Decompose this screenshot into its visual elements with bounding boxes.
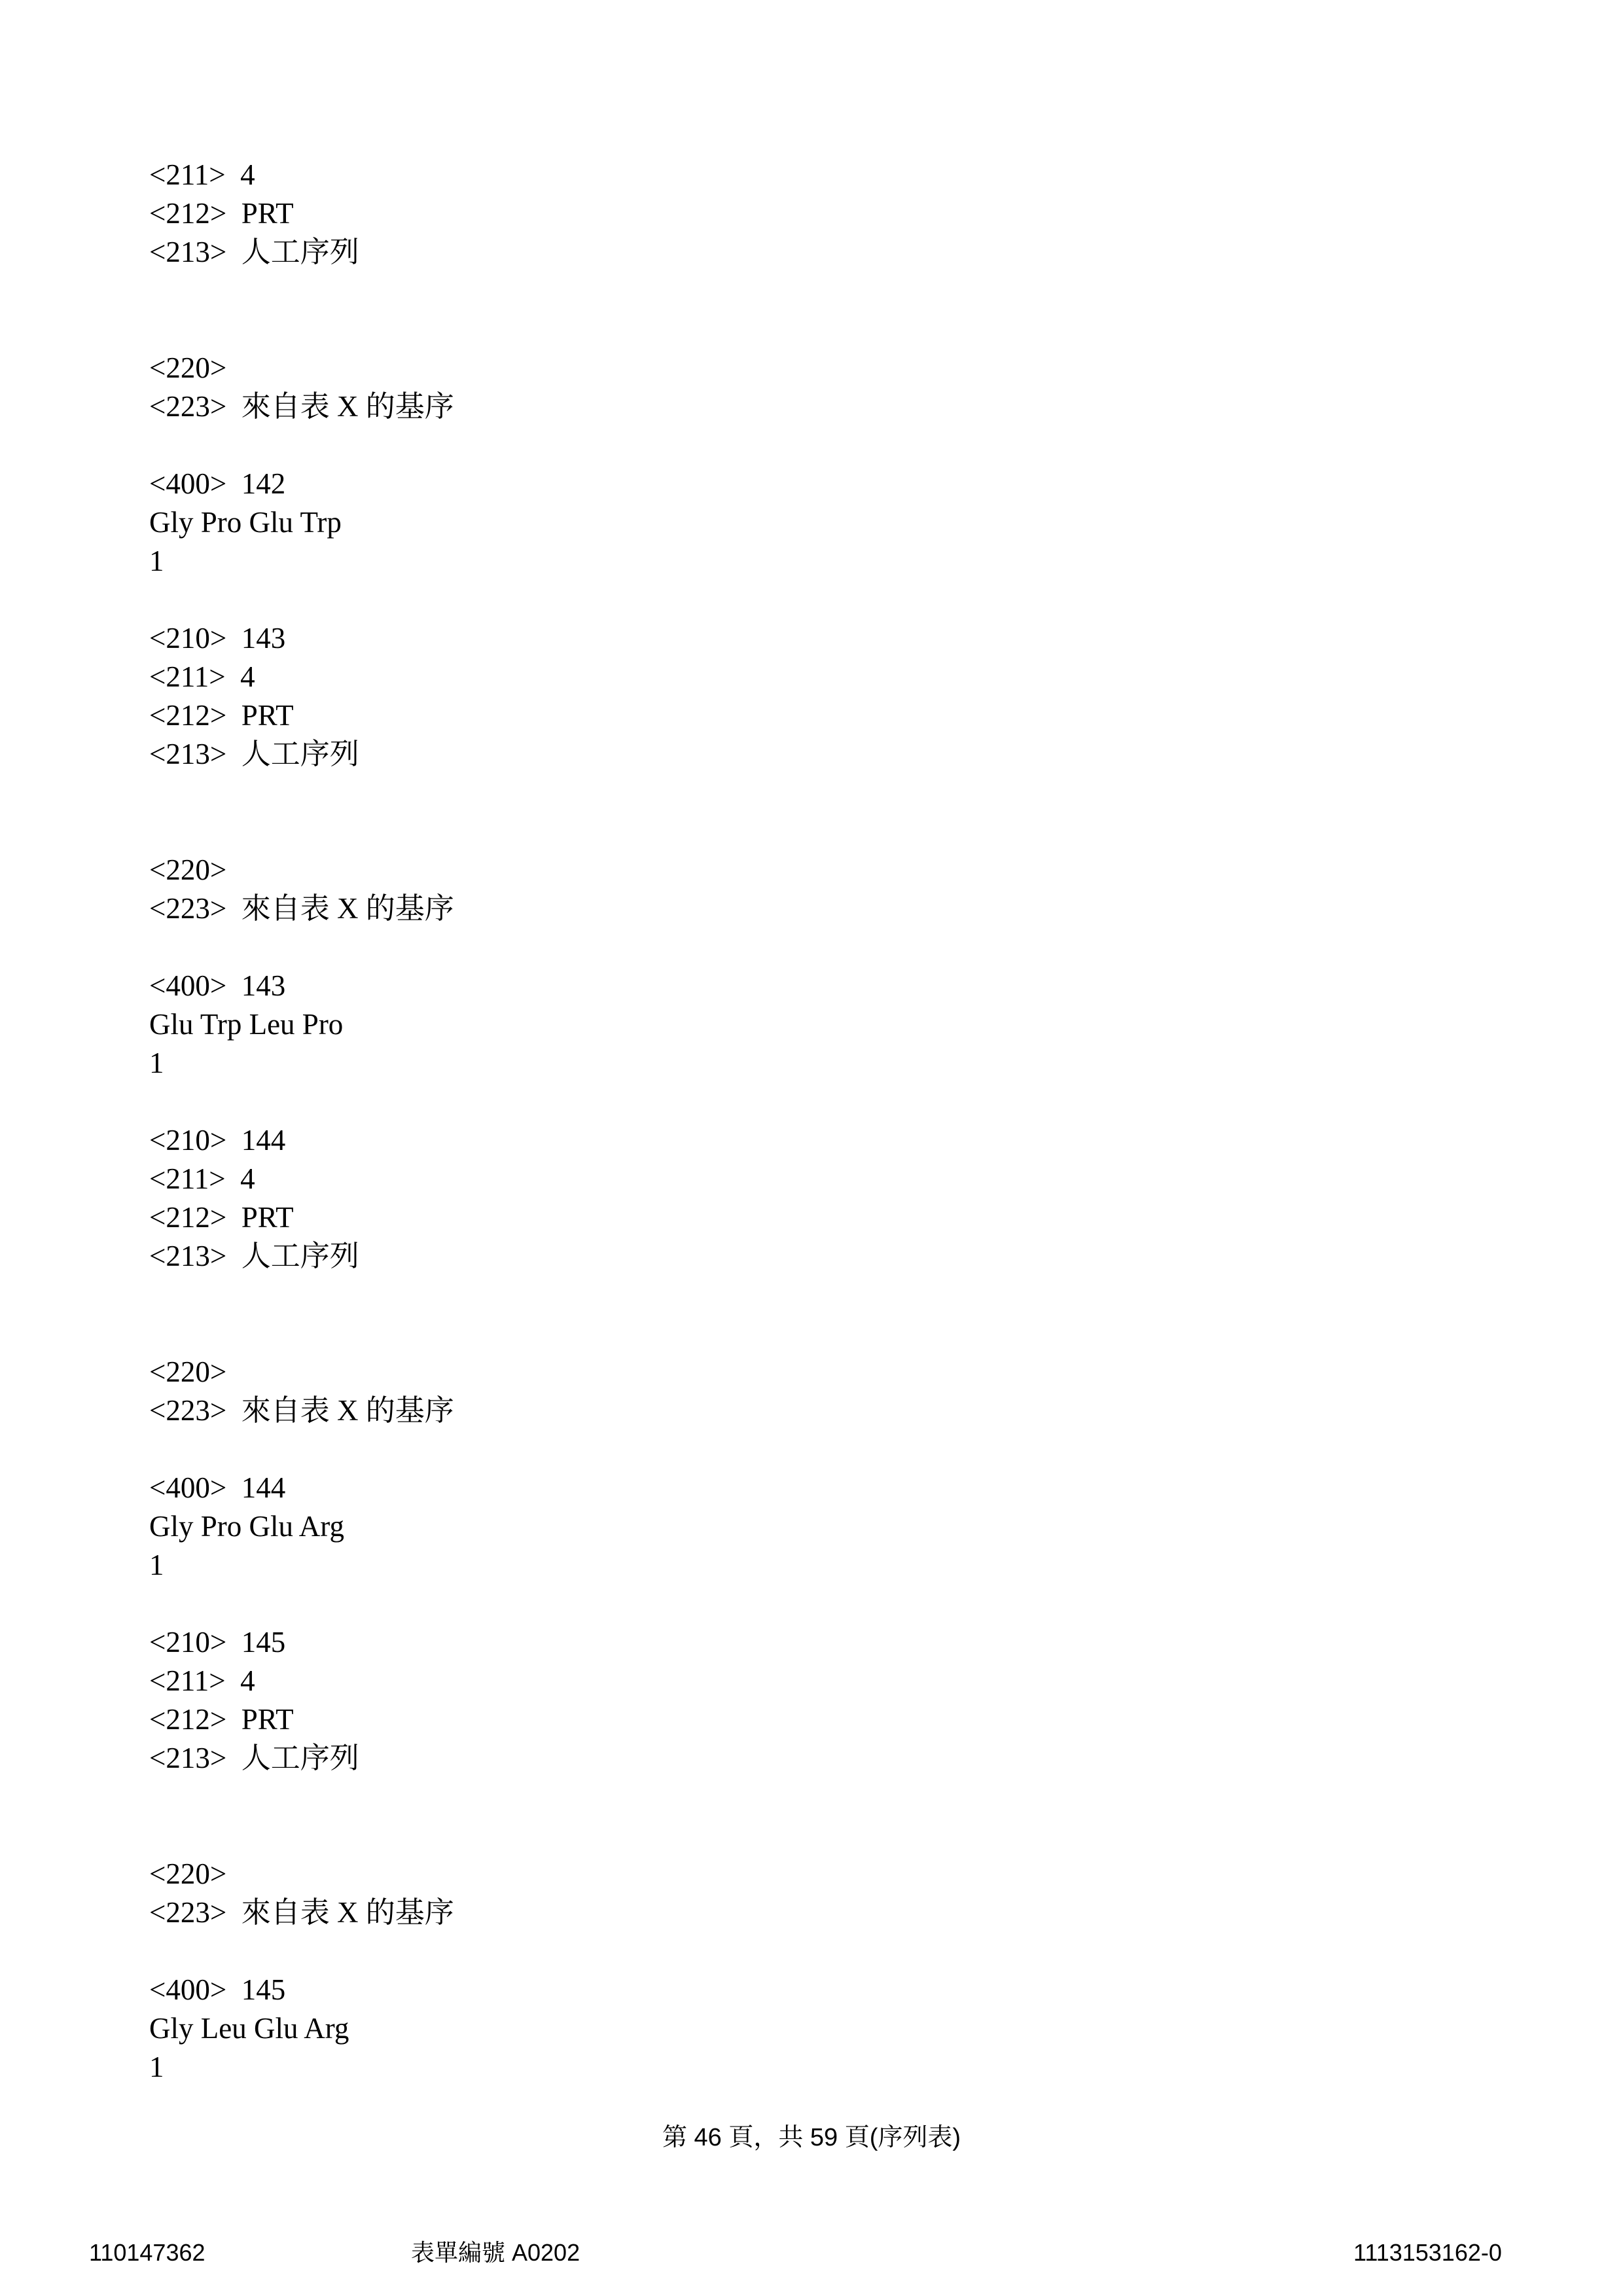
sequence-line [149,928,454,967]
footer-right-number: 1113153162-0 [1353,2239,1502,2266]
sequence-line [149,1932,454,1971]
sequence-line: <400> 143 [149,969,286,1002]
sequence-line: Gly Pro Glu Arg [149,1510,344,1543]
sequence-line [149,426,454,465]
sequence-line [149,1083,454,1121]
sequence-line [149,812,454,851]
sequence-line [149,774,454,812]
sequence-line [149,1816,454,1855]
sequence-line: <220> [149,853,227,886]
sequence-line: 1 [149,1549,164,1581]
page-number-note: 第 46 頁，共 59 頁(序列表) [662,2124,961,2151]
sequence-line: <210> 144 [149,1124,286,1157]
sequence-line: <212> PRT [149,197,294,230]
sequence-line: <223> 來自表 X 的基序 [149,1896,454,1929]
sequence-line: <220> [149,1355,227,1388]
form-number-label: 表單編號 A0202 [411,2239,580,2266]
sequence-line [149,272,454,310]
sequence-line: <220> [149,351,227,384]
sequence-line: <210> 145 [149,1626,286,1659]
sequence-line: <211> 4 [149,1162,255,1195]
sequence-line: 1 [149,1047,164,1079]
sequence-line: 1 [149,2051,164,2083]
sequence-listing-body [149,156,454,2087]
sequence-line: <400> 144 [149,1471,286,1504]
sequence-line [149,1314,454,1353]
sequence-line: <400> 145 [149,1973,286,2006]
sequence-line [149,1585,454,1623]
sequence-line [149,1430,454,1469]
sequence-line: <211> 4 [149,660,255,693]
sequence-line: <400> 142 [149,467,286,500]
sequence-line: Glu Trp Leu Pro [149,1008,344,1041]
sequence-line: <223> 來自表 X 的基序 [149,1394,454,1427]
sequence-line [149,310,454,349]
sequence-line: <220> [149,1857,227,1890]
sequence-line: <223> 來自表 X 的基序 [149,892,454,925]
sequence-line: <212> PRT [149,699,294,732]
sequence-line: <212> PRT [149,1201,294,1234]
sequence-line: <213> 人工序列 [149,1742,359,1774]
sequence-line: <211> 4 [149,1664,255,1697]
sequence-line: <211> 4 [149,158,255,191]
sequence-line: 1 [149,545,164,577]
footer-left-number: 110147362 [89,2239,205,2266]
sequence-line: <213> 人工序列 [149,236,359,268]
sequence-line: Gly Leu Glu Arg [149,2012,349,2045]
sequence-line [149,1276,454,1314]
sequence-line: <212> PRT [149,1703,294,1736]
sequence-line: <210> 143 [149,622,286,655]
sequence-line [149,1778,454,1816]
sequence-line: <213> 人工序列 [149,738,359,770]
sequence-line: Gly Pro Glu Trp [149,506,342,539]
sequence-line: <213> 人工序列 [149,1240,359,1272]
sequence-line: <223> 來自表 X 的基序 [149,390,454,423]
sequence-line [149,581,454,619]
